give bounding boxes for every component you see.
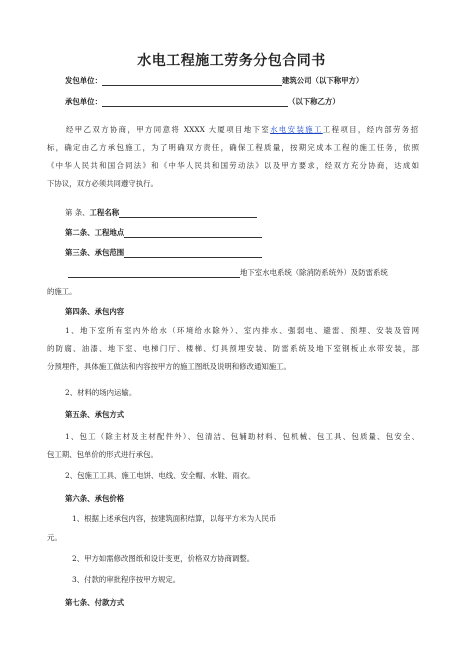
party-a-blank (102, 76, 282, 86)
scope-link[interactable]: 水电安装施工 (270, 125, 323, 134)
article-1-num: 第 条、 (65, 208, 90, 217)
article-6-heading: 第六条、承包价格 (65, 494, 125, 503)
article-3-blank (124, 248, 262, 258)
article-4-heading: 第四条、承包内容 (65, 307, 125, 316)
scope-line-2: 的施工。 (47, 287, 77, 296)
article-1-blank (119, 208, 257, 218)
article-7-heading: 第七条、付款方式 (65, 598, 125, 607)
article-6-item-3: 3、付款的审批程序按甲方规定。 (72, 575, 181, 584)
article-2-blank (124, 228, 262, 238)
article-5-heading: 第五条、承包方式 (65, 410, 125, 419)
scope-line-1: 地下室水电系统（除消防系统外）及防雷系统 (68, 267, 388, 278)
party-b-suffix: （以下称乙方） (287, 97, 340, 106)
party-b-label: 承包单位： (65, 97, 102, 106)
document-title: 水电工程施工劳务分包合同书 (137, 53, 326, 69)
article-6-item-2: 2、甲方如需修改图纸和设计变更，价格双方协商调整。 (72, 554, 255, 563)
article-5-item-2: 2、包施工工具、施工电饼、电线、安全帽、水鞋、雨衣。 (65, 471, 255, 480)
party-a-label: 发包单位： (65, 76, 102, 85)
article-2 (65, 227, 262, 238)
party-b-line (65, 96, 340, 107)
article-4-item-2: 2、材料的场内运输。 (65, 388, 137, 397)
article-2-label: 第二条、工程地点 (65, 228, 125, 237)
party-a-suffix: 建筑公司（以下称甲方） (281, 76, 364, 85)
party-a-line (65, 75, 363, 86)
scope-blank (68, 268, 240, 278)
article-3 (65, 247, 262, 258)
article-1 (65, 207, 257, 218)
article-3-label: 第三条、承包范围 (65, 248, 125, 257)
party-b-blank (102, 97, 288, 107)
article-1-label: 工程名称 (89, 208, 120, 217)
